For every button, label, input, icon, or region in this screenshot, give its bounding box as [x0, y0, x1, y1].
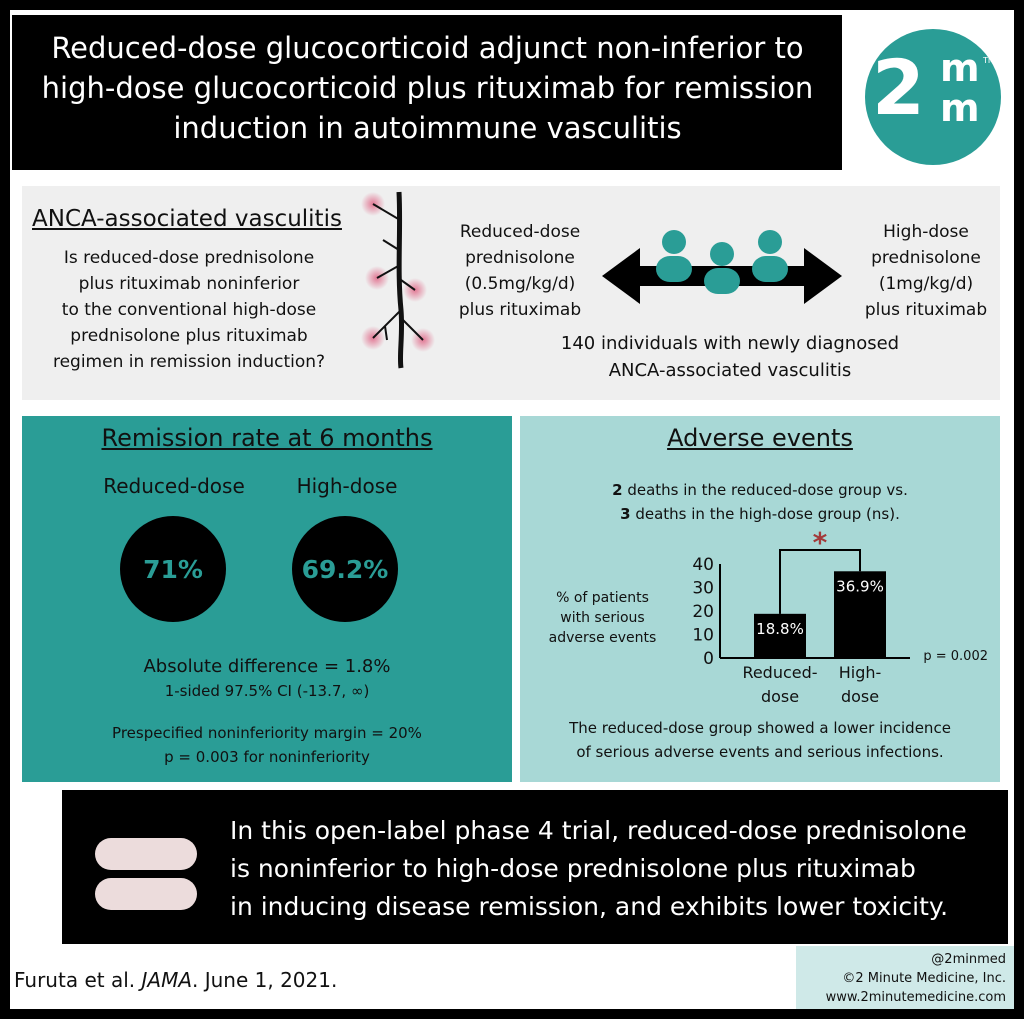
adverse-summary	[520, 716, 1000, 764]
adverse-events-bar-chart	[670, 530, 1000, 710]
credits-copyright: ©2 Minute Medicine, Inc.	[842, 971, 1006, 986]
x-category-label: Reduced-	[742, 663, 818, 682]
absolute-difference: Absolute difference = 1.8%	[143, 656, 391, 677]
question-line: prednisolone plus rituximab	[70, 326, 308, 346]
background-heading: ANCA-associated vasculitis	[32, 206, 342, 232]
citation-journal: JAMA	[141, 968, 193, 992]
question-line: Is reduced-dose prednisolone	[63, 248, 315, 268]
double-arrow-people-icon	[602, 226, 842, 306]
group-label-line: (1mg/kg/d)	[878, 274, 974, 294]
credits-handle[interactable]: @2minmed	[931, 952, 1006, 967]
question-line: regimen in remission induction?	[52, 352, 326, 372]
study-question	[34, 245, 344, 375]
y-tick-label: 10	[692, 625, 714, 646]
high-dose-group-label	[846, 219, 1006, 323]
population-line: ANCA-associated vasculitis	[608, 360, 852, 381]
ylabel-line: with serious	[560, 610, 645, 626]
equals-icon-bar	[95, 838, 197, 870]
bar-value-label: 18.8%	[756, 619, 804, 638]
population-line: 140 individuals with newly diagnosed	[560, 333, 900, 354]
group-label-line: prednisolone	[465, 248, 575, 268]
group-label-line: prednisolone	[871, 248, 981, 268]
group-label-line: (0.5mg/kg/d)	[464, 274, 576, 294]
group-label-line: plus rituximab	[864, 300, 988, 320]
y-tick-label: 30	[692, 578, 714, 599]
group-label-line: plus rituximab	[458, 300, 582, 320]
remission-heading: Remission rate at 6 months	[101, 424, 433, 452]
question-line: plus rituximab noninferior	[78, 274, 300, 294]
citation-date: . June 1, 2021.	[192, 968, 338, 992]
y-tick-label: 20	[692, 602, 714, 622]
confidence-interval: 1-sided 97.5% CI (-13.7, ∞)	[164, 682, 370, 700]
x-category-label: dose	[840, 687, 880, 706]
group-label-line: Reduced-dose	[459, 222, 581, 242]
logo-letter: m	[940, 86, 980, 130]
p-value-label: p = 0.002	[923, 649, 988, 664]
noninferiority-p-value: p = 0.003 for noninferiority	[164, 748, 370, 766]
deaths-text: deaths in the high-dose group (ns).	[630, 505, 900, 523]
high-dose-label: High-dose	[296, 474, 398, 498]
group-label-line: High-dose	[883, 222, 969, 242]
deaths-text: deaths in the reduced-dose group vs.	[622, 481, 908, 499]
reduced-dose-group-label	[440, 219, 600, 323]
adverse-events-heading: Adverse events	[667, 424, 853, 452]
conclusion-text	[230, 812, 1000, 926]
logo-letter: m	[940, 46, 980, 90]
title-line: induction in autoimmune vasculitis	[173, 111, 682, 145]
summary-line: The reduced-dose group showed a lower incidence	[569, 719, 951, 737]
logo-number: 2	[872, 43, 925, 132]
high-dose-remission-circle: 69.2%	[292, 516, 398, 622]
significance-star: *	[812, 530, 828, 559]
reduced-dose-remission-circle: 71%	[120, 516, 226, 622]
credits-text	[796, 950, 1006, 1007]
summary-line: of serious adverse events and serious infections.	[576, 743, 944, 761]
ylabel-line: % of patients	[556, 590, 649, 606]
title-line: high-dose glucocorticoid plus rituximab for remission	[41, 71, 814, 105]
conclusion-line: is noninferior to high-dose prednisolone plus rituximab	[230, 854, 916, 883]
deaths-line	[520, 502, 1000, 526]
ylabel-line: adverse events	[548, 630, 657, 646]
logo-trademark: TM	[983, 56, 995, 65]
conclusion-line: in inducing disease remission, and exhibits lower toxicity.	[230, 892, 949, 921]
equals-icon-bar	[95, 878, 197, 910]
x-category-label: dose	[760, 687, 800, 706]
population	[520, 330, 940, 384]
page-title	[20, 28, 835, 148]
blood-vessel-icon	[355, 190, 435, 370]
deaths-count-reduced: 2	[612, 481, 623, 499]
conclusion-line: In this open-label phase 4 trial, reduced-dose prednisolone	[230, 816, 967, 845]
citation	[14, 968, 337, 992]
deaths-line	[520, 478, 1000, 502]
x-category-label: High-	[838, 663, 882, 682]
y-tick-label: 0	[703, 649, 714, 669]
credits-url[interactable]: www.2minutemedicine.com	[825, 990, 1006, 1005]
y-tick-label: 40	[692, 555, 714, 575]
question-line: to the conventional high-dose	[61, 300, 317, 320]
noninferiority-margin: Prespecified noninferiority margin = 20%	[112, 724, 422, 742]
reduced-dose-label: Reduced-dose	[103, 474, 245, 498]
chart-ylabel	[530, 588, 675, 648]
deaths-count-high: 3	[620, 505, 631, 523]
deaths-summary	[520, 478, 1000, 526]
title-line: Reduced-dose glucocorticoid adjunct non-inferior to	[51, 31, 804, 65]
bar-value-label: 36.9%	[836, 577, 884, 596]
citation-authors: Furuta et al.	[14, 968, 142, 992]
